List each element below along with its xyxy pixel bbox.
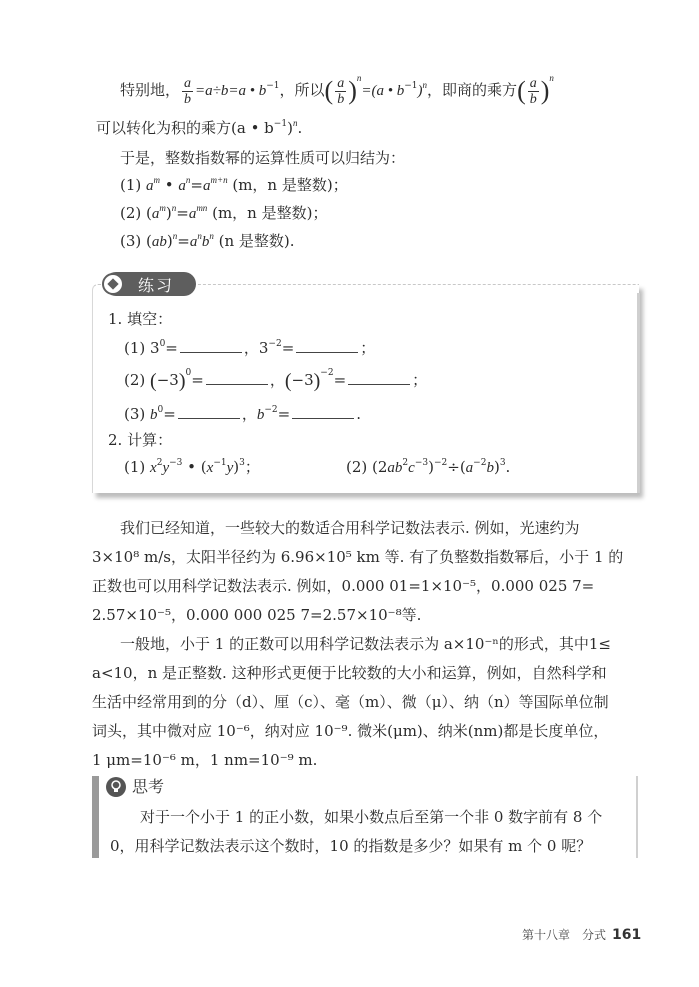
think-title: 思考 [132,777,165,796]
para1-line-3: 正数也可以用科学记数法表示. 例如，0.000 01=1×10⁻⁵，0.000 025 7= [92,577,595,595]
para1-line-4: 2.57×10⁻⁵，0.000 000 025 7=2.57×10⁻⁸等. [92,606,422,624]
punctuation: ； [360,339,376,357]
para1-line-1: 我们已经知道，一些较大的数适合用科学记数法表示. 例如，光速约为 [120,519,580,537]
practice-q1-item-2: (2) $(-3)^0=$ ，$(-3)^{-2}=$ ； [124,368,428,392]
practice-q2-item-1: (1) $x^2y^{-3}$ • $(x^{-1}y)^3$； [124,458,260,476]
pencil-eraser-icon [102,273,124,295]
think-sidebar [92,776,99,858]
property-2: (2) $(a^m)^n=a^{mn}$ (m，n 是整数)； [120,203,328,222]
practice-q2-item-2: (2) $(2ab^2c^{-3})^{-2}\div(a^{-2}b)^3$. [346,458,511,476]
punctuation: ； [412,371,428,389]
formula-text: ) [417,83,423,99]
para2-line-3: 生活中经常用到的分（d）、厘（c）、毫（m）、微（μ）、纳（n）等国际单位制 [92,693,609,711]
answer-blank[interactable] [348,370,410,385]
think-line-2: 0，用科学记数法表示这个数时，10 的指数是多少？如果有 m 个 0 呢？ [110,837,592,855]
exponent: n [549,73,554,83]
chapter-title: 第十八章 分式 [522,928,607,942]
formula-text: =a÷b=a • b [195,83,267,99]
intro-text: ) [287,119,293,137]
intro-text: ，即商的乘方 [427,81,518,99]
answer-blank[interactable] [178,404,240,419]
property-condition: (m，n 是整数)； [232,176,348,194]
para2-line-4: 词头，其中微对应 10⁻⁶，纳对应 10⁻⁹. 微米(μm)、纳米(nm)都是长度单位， [92,722,609,740]
property-label: (2) [120,204,142,222]
exponent: n [422,80,428,90]
page-footer [522,926,641,943]
answer-blank[interactable] [180,338,242,353]
practice-q1-item-1: (1) $3^0=$ ，$3^{-2}=$ ； [124,339,376,357]
exponent: n [292,118,298,128]
exponent: −1 [266,81,280,91]
property-3: (3) $(ab)^n=a^nb^n$ (n 是整数). [120,231,295,250]
item-label: (2) [346,458,368,476]
item-label: (3) [124,405,146,423]
para1-line-2: 3×10⁸ m/s，太阳半径约为 6.96×10⁵ km 等. 有了负整数指数幂后，小于 1 的 [92,548,624,566]
punctuation: . [356,405,361,423]
exponent: n [356,73,362,83]
practice-q1-item-3: (3) $b^0=$ ，$b^{-2}=$ . [124,405,361,423]
answer-blank[interactable] [292,404,354,419]
para2-line-2: a<10，n 是正整数. 这种形式更便于比较数的大小和运算，例如，自然科学和 [92,664,607,682]
fraction-a-over-b: $\frac{a}{b}$ [184,75,192,107]
property-condition: (m，n 是整数)； [212,204,328,222]
exponent: −1 [273,119,288,129]
para2-line-1: 一般地，小于 1 的正数可以用科学记数法表示为 a×10⁻ⁿ的形式，其中1≤ [120,635,611,653]
property-condition: (n 是整数). [218,232,295,250]
para2-line-5: 1 μm=10⁻⁶ m，1 nm=10⁻⁹ m. [92,751,318,769]
lightbulb-icon [106,777,126,797]
properties-intro: 于是，整数指数幂的运算性质可以归结为： [120,149,406,167]
think-line-1: 对于一个小于 1 的正小数，如果小数点后至第一个非 0 数字前有 8 个 [140,808,603,826]
practice-header [104,272,196,296]
intro-line-1: 特别地， $\frac{a}{b}$ =a÷b=a • $b^{-1}$，所以( $\frac{a}{b}$ )$^n$=(a • $b^{-1})^n$，即商的乘方( $\frac{a}{b}$ )$^n$ [120,73,554,107]
property-label: (1) [120,176,142,194]
property-1: (1) $a^m$ • $a^n=a^{m+n}$ (m，n 是整数)； [120,175,348,194]
intro-text: . [297,119,303,137]
exponent: −1 [404,81,418,91]
item-label: (2) [124,371,146,389]
item-label: (1) [124,339,146,357]
answer-blank[interactable] [296,338,358,353]
answer-blank[interactable] [206,370,268,385]
formula-text: =(a • b [361,83,405,99]
practice-q2-title: 2. 计算： [108,431,173,449]
think-right-border [636,776,638,858]
intro-text: 特别地， [120,81,181,99]
fraction-a-over-b: $\frac{a}{b}$ [337,75,345,107]
property-label: (3) [120,232,142,250]
intro-text: ，所以 [279,81,325,99]
practice-q1-title: 1. 填空： [108,310,173,328]
practice-title: 练习 [138,275,175,295]
item-label: (1) [124,458,146,476]
page-number: 161 [612,927,642,943]
intro-line-2 [96,118,302,138]
fraction-a-over-b: $\frac{a}{b}$ [529,75,537,107]
intro-text: 可以转化为积的乘方(a • b [96,119,274,137]
